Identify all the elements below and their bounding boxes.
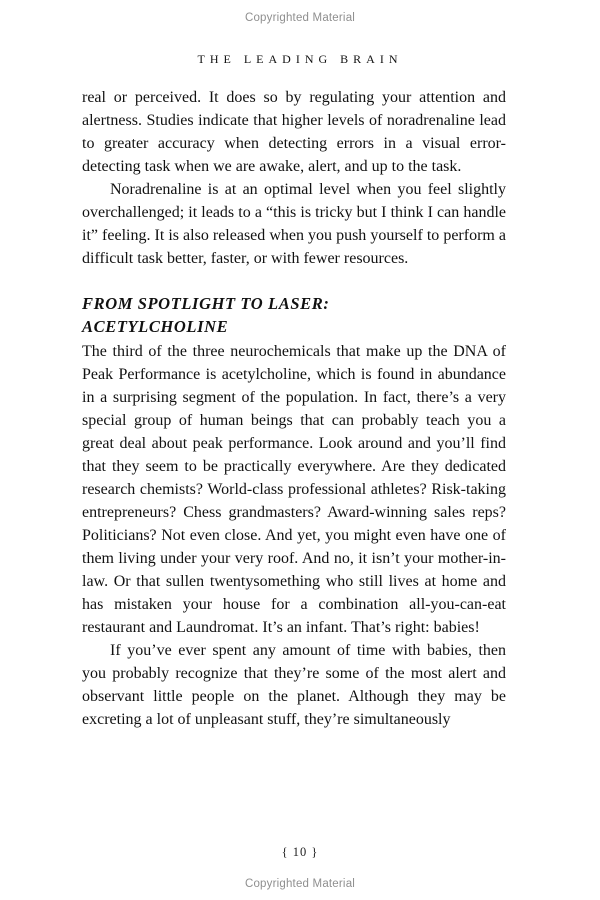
copyright-notice-top: Copyrighted Material (244, 12, 356, 24)
paragraph-babies: If you’ve ever spent any amount of time with babies, then you probably recognize that they’re some of the most alert and observant little people on the planet. Although they may be excreting a lot of unpleasant stuff, they’re simultaneously (82, 642, 506, 728)
paragraph-acetylcholine-intro: The third of the three neurochemicals that make up the DNA of Peak Performance is acetylcholine, which is found in abundance in a surprising segment of the population. In fact, there’s a very special group of human beings that can probably teach you a great deal about peak performance. Look around and you’ll find that they seem to be practically everywhere. Are they dedicated research chemists? World-class professional athletes? Risk-taking entrepreneurs? Chess grandmasters? Award-winning sales reps? Politicians? Not even close. And yet, you might even have one of them living under your very roof. And no, it isn’t your mother-in-law. Or that sullen twentysomething who still lives at home and has mistaken your house for a combination all-you-can-eat restaurant and Laundromat. It’s an infant. That’s right: babies! (82, 343, 506, 636)
body-text-block (82, 86, 506, 731)
copyright-notice-bottom: Copyrighted Material (244, 878, 356, 890)
section-heading-line1: FROM SPOTLIGHT TO LASER: (82, 294, 330, 313)
section-heading-line2: ACETYLCHOLINE (82, 317, 229, 336)
paragraph-noradrenaline-continuation: real or perceived. It does so by regulating your attention and alertness. Studies indicate that higher levels of noradrenaline lead to greater accuracy when detecting errors in a visual error-detecting task when we are awake, alert, and up to the task. (82, 89, 506, 175)
paragraph-noradrenaline-optimal: Noradrenaline is at an optimal level when you feel slightly overchallenged; it leads to a “this is tricky but I think I can handle it” feeling. It is also released when you push yourself to perform a difficult task better, faster, or with fewer resources. (82, 181, 506, 267)
section-heading (82, 292, 506, 338)
running-header-book-title: THE LEADING BRAIN (197, 52, 403, 66)
page-number: { 10 } (281, 845, 319, 859)
